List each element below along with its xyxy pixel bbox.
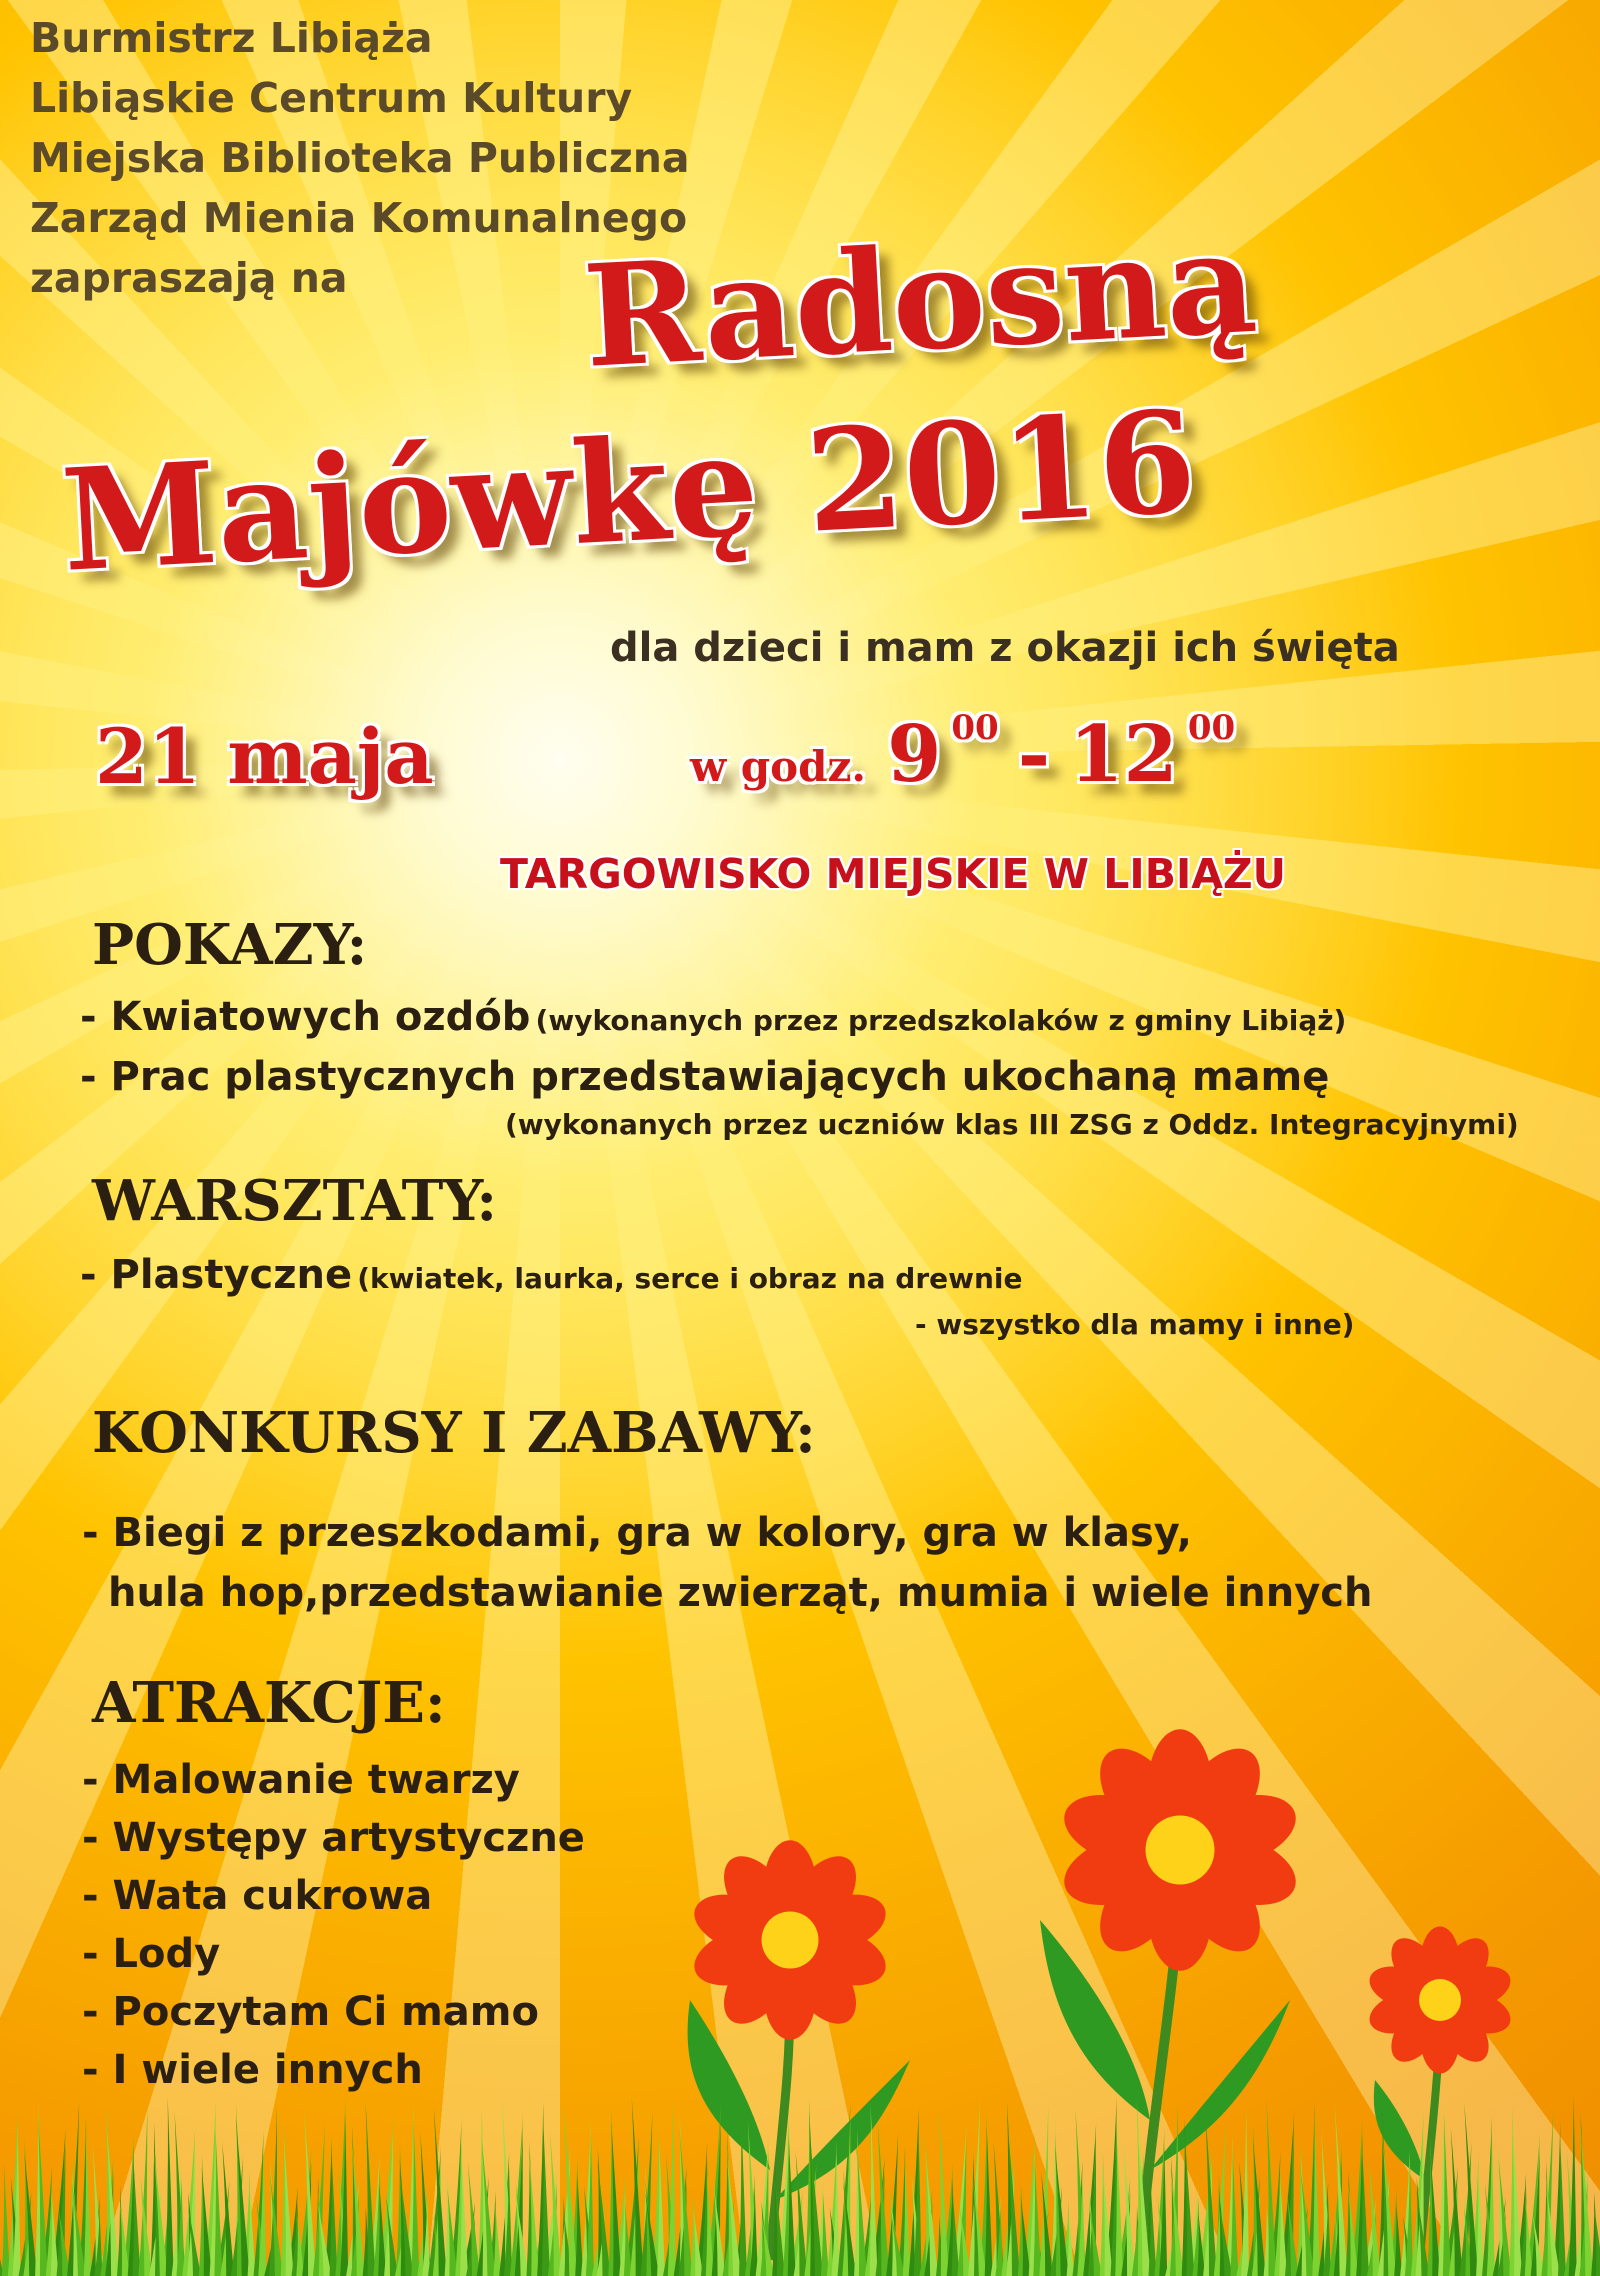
- item-note: (wykonanych przez przedszkolaków z gminy Libiąż): [535, 1004, 1347, 1037]
- section-heading-atrakcje: ATRAKCJE:: [92, 1670, 446, 1736]
- list-item: - Występy artystyczne: [82, 1815, 585, 1861]
- list-item: - Poczytam Ci mamo: [82, 1989, 539, 2035]
- list-item: [80, 994, 1346, 1040]
- flower-head: [1055, 1729, 1305, 1971]
- time-prefix: w godz.: [690, 742, 866, 791]
- subtitle: dla dzieci i mam z okazji ich święta: [610, 625, 1400, 671]
- start-minutes: 00: [951, 708, 999, 748]
- section-heading-warsztaty: WARSZTATY:: [92, 1168, 498, 1234]
- event-location: TARGOWISKO MIEJSKIE W LIBIĄŻU: [500, 850, 1286, 898]
- list-item: - Malowanie twarzy: [82, 1757, 520, 1803]
- flower-head: [687, 1840, 893, 2040]
- section-heading-pokazy: POKAZY:: [92, 912, 368, 978]
- list-item: - Prac plastycznych przedstawiających ukochaną mamę: [80, 1054, 1330, 1100]
- organizer-line: Miejska Biblioteka Publiczna: [30, 134, 690, 182]
- item-note: (wykonanych przez uczniów klas III ZSG z Oddz. Integracyjnymi): [505, 1108, 1519, 1141]
- time-dash: -: [1017, 709, 1051, 800]
- grass-blade: [870, 2104, 878, 2276]
- grass-blade: [2, 2163, 10, 2276]
- end-hour: 12: [1069, 709, 1178, 800]
- organizer-line: Zarząd Mienia Komunalnego: [30, 194, 688, 242]
- list-item: hula hop,przedstawianie zwierząt, mumia i wiele innych: [108, 1570, 1373, 1616]
- end-minutes: 00: [1187, 708, 1236, 748]
- grass-illustration: [0, 2076, 1600, 2276]
- title-line-2: Majówkę 2016: [58, 380, 1200, 604]
- flower-head: [1364, 1927, 1516, 2074]
- item-note: - wszystko dla mamy i inne): [915, 1308, 1355, 1341]
- list-item: - Biegi z przeszkodami, gra w kolory, gra w klasy,: [82, 1510, 1192, 1556]
- list-item: - Wata cukrowa: [82, 1873, 433, 1919]
- title-line-1: Radosną: [580, 200, 1261, 400]
- grass-blade: [166, 2097, 174, 2276]
- item-text: - Kwiatowych ozdób: [80, 994, 531, 1040]
- list-item: - I wiele innych: [82, 2047, 423, 2093]
- item-text: - Plastyczne: [80, 1252, 353, 1298]
- event-date: 21 maja: [95, 712, 434, 801]
- invite-line: zapraszają na: [30, 254, 348, 302]
- organizer-line: Burmistrz Libiąża: [30, 14, 433, 62]
- grass-blade: [739, 2106, 747, 2276]
- list-item: - Lody: [82, 1931, 221, 1977]
- start-hour: 9: [887, 709, 942, 800]
- item-note: (kwiatek, laurka, serce i obraz na drewnie: [357, 1262, 1023, 1295]
- list-item: [80, 1252, 1023, 1298]
- event-time: [690, 708, 1235, 800]
- organizer-line: Libiąskie Centrum Kultury: [30, 74, 633, 122]
- section-heading-konkursy: KONKURSY I ZABAWY:: [92, 1400, 816, 1466]
